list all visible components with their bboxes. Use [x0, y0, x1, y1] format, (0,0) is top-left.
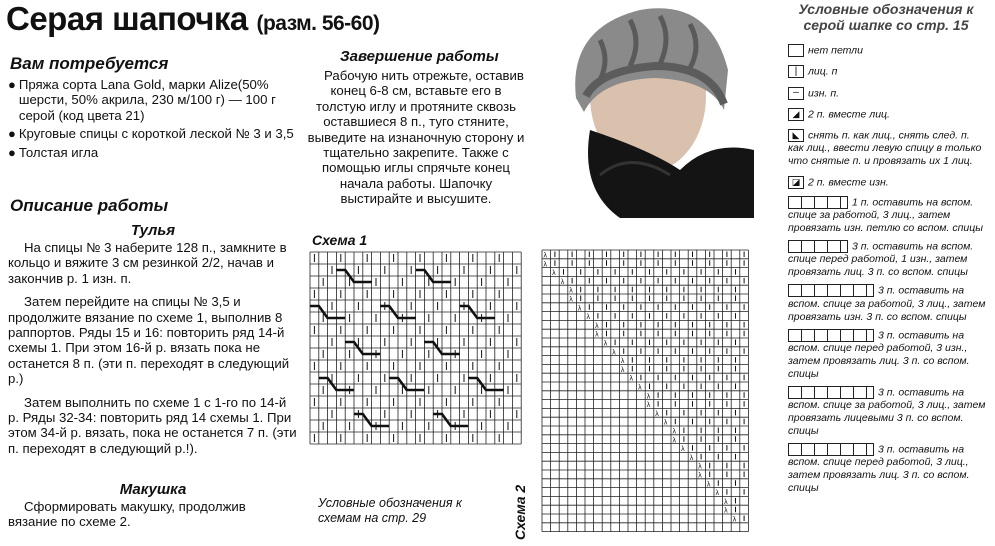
cable-3-3-back-purl-icon: [788, 284, 874, 297]
chart-note: Условные обозначения к схемам на стр. 29: [318, 496, 462, 525]
cable-3-1-front-icon: [788, 240, 848, 253]
needs-item: ● Круговые спицы с короткой леской № 3 и 3,5: [8, 126, 294, 142]
decrease-mark: λ: [724, 507, 728, 515]
decrease-mark: λ: [612, 349, 616, 357]
legend-item: 3 п. оставить на вспом. спице перед работой, 3 изн., затем провязать лиц. 3 п. со вспом. спицы: [788, 328, 970, 380]
decrease-mark: λ: [698, 463, 702, 471]
purl-dash-icon: –: [788, 87, 804, 100]
cable-1-3-back-icon: [788, 196, 848, 209]
decrease-mark: λ: [638, 384, 642, 392]
crown-text: Сформировать макушку, продолжив вязание по схеме 2.: [8, 499, 246, 530]
decrease-mark: λ: [569, 296, 573, 304]
empty-square-icon: [788, 44, 804, 57]
description-heading: Описание работы: [10, 196, 169, 215]
decrease-mark: λ: [706, 481, 711, 489]
decrease-mark: λ: [543, 261, 547, 269]
description-text: [8, 240, 298, 456]
legend-item: ◢ 2 п. вместе лиц.: [788, 108, 988, 121]
scheme1-label: Схема 1: [312, 232, 368, 248]
cable-3-3-front-knit-icon: [788, 443, 874, 456]
decrease-mark: λ: [698, 472, 702, 480]
page-title: [6, 0, 380, 38]
decrease-mark: λ: [569, 287, 573, 295]
legend-item: 1 п. оставить на вспом. спице за работой, 3 лиц., затем провязать изн. петлю со вспом. спицы: [788, 195, 983, 234]
scheme1-chart: [308, 250, 522, 446]
legend-item: ◪ 2 п. вместе изн.: [788, 176, 988, 189]
decrease-mark: λ: [672, 437, 676, 445]
scheme2-chart: [540, 248, 752, 538]
knit-bar-icon: |: [788, 65, 804, 78]
k2tog-icon: ◢: [788, 108, 804, 121]
decrease-mark: λ: [603, 340, 608, 348]
crown-heading: Макушка: [119, 481, 187, 498]
decrease-mark: λ: [543, 252, 547, 260]
title-main: Серая шапочка: [6, 0, 248, 37]
decrease-mark: λ: [689, 454, 694, 462]
decrease-mark: λ: [724, 498, 728, 506]
decrease-mark: λ: [629, 375, 633, 383]
decrease-mark: λ: [672, 428, 676, 436]
legend-title: Условные обозначения к серой шапке со стр. 15: [798, 1, 974, 33]
decrease-mark: λ: [646, 393, 651, 401]
legend-item: – изн. п.: [788, 87, 988, 100]
decrease-mark: λ: [681, 446, 685, 454]
cable-3-3-back-knit-icon: [788, 386, 874, 399]
decrease-mark: λ: [732, 516, 737, 524]
decrease-mark: λ: [552, 270, 556, 278]
legend-item: 3 п. оставить на вспом. спице перед работой, 1 изн., затем провязать лиц. 3 п. со вспом. спицы: [788, 240, 974, 279]
decrease-mark: λ: [595, 322, 599, 330]
hat-photo: [560, 0, 754, 218]
p2tog-icon: ◪: [788, 176, 804, 189]
body-heading: Тулья: [130, 222, 176, 239]
cable-3-3-front-purl-icon: [788, 329, 874, 342]
paragraph: Затем перейдите на спицы № 3,5 и продолжите вязание по схеме 1, выполнив 8 раппортов. Ряды 15 и 16: повторить ряд 14-й схемы 1. При этом 16-й р. вязать пока не останется 8 п. (эти п. переходят в следующий р.): [8, 294, 290, 387]
decrease-mark: λ: [560, 278, 565, 286]
hat-illustration: [560, 0, 754, 218]
legend-item: ◣ снять п. как лиц., снять след. п. как лиц., ввести левую спицу в только что снятые п. и провязать их 1 лиц.: [788, 129, 982, 168]
legend-item: 3 п. оставить на вспом. спице за работой, 3 лиц., затем провязать лицевыми 3 п. со вспом. спицы: [788, 386, 986, 438]
decrease-mark: λ: [715, 490, 719, 498]
decrease-mark: λ: [620, 358, 625, 366]
decrease-mark: λ: [577, 305, 582, 313]
finish-text: Рабочую нить отрежьте, оставив конец 6-8 см, вставьте его в толстую иглу и протяните сквозь оставшиеся 8 п., туго стяните, выведите на изнаночную сторону и тщательно закрепите. Также с помощью иглы спрячьте конец начала работы. Шапочку выстирайте и высушите.: [307, 68, 525, 207]
needs-item: ● Толстая игла: [8, 144, 99, 160]
legend-item: 3 п. оставить на вспом. спице за работой, 3 лиц., затем провязать изн. 3 п. со вспом. спицы: [788, 284, 986, 323]
legend-item: | лиц. п: [788, 65, 988, 78]
needs-list: [8, 77, 298, 160]
legend-item: 3 п. оставить на вспом. спице перед работой, 3 лиц., затем провязать лиц. 3 п. со вспом. спицы: [788, 443, 970, 495]
decrease-mark: λ: [595, 331, 599, 339]
paragraph: На спицы № 3 наберите 128 п., замкните в кольцо и вяжите 3 см резинкой 2/2, начав и закончив р. 1 изн. п.: [8, 240, 287, 286]
decrease-mark: λ: [655, 410, 659, 418]
decrease-mark: λ: [586, 314, 590, 322]
decrease-mark: λ: [663, 419, 668, 427]
needs-item: ● Пряжа сорта Lana Gold, марки Alize(50% шерсти, 50% акрила, 230 м/100 г) — 100 г серой (код цвета 21): [8, 77, 276, 123]
scheme2-label: Схема 2: [512, 484, 528, 540]
paragraph: Затем выполнить по схеме 1 с 1-го по 14-й р. Ряды 32-34: повторить ряд 14 схемы 1. При этом 34-й р. вязать, пока не останется 7 п. (эти п. переходят в следующий р.!).: [8, 394, 297, 456]
finish-heading: Завершение работы: [340, 48, 499, 65]
needs-heading: Вам потребуется: [10, 54, 169, 73]
legend-list: [788, 44, 988, 495]
ssk-icon: ◣: [788, 129, 804, 142]
legend-item: нет петли: [788, 44, 988, 57]
decrease-mark: λ: [646, 402, 651, 410]
title-size: (разм. 56-60): [256, 12, 380, 35]
decrease-mark: λ: [620, 366, 625, 374]
